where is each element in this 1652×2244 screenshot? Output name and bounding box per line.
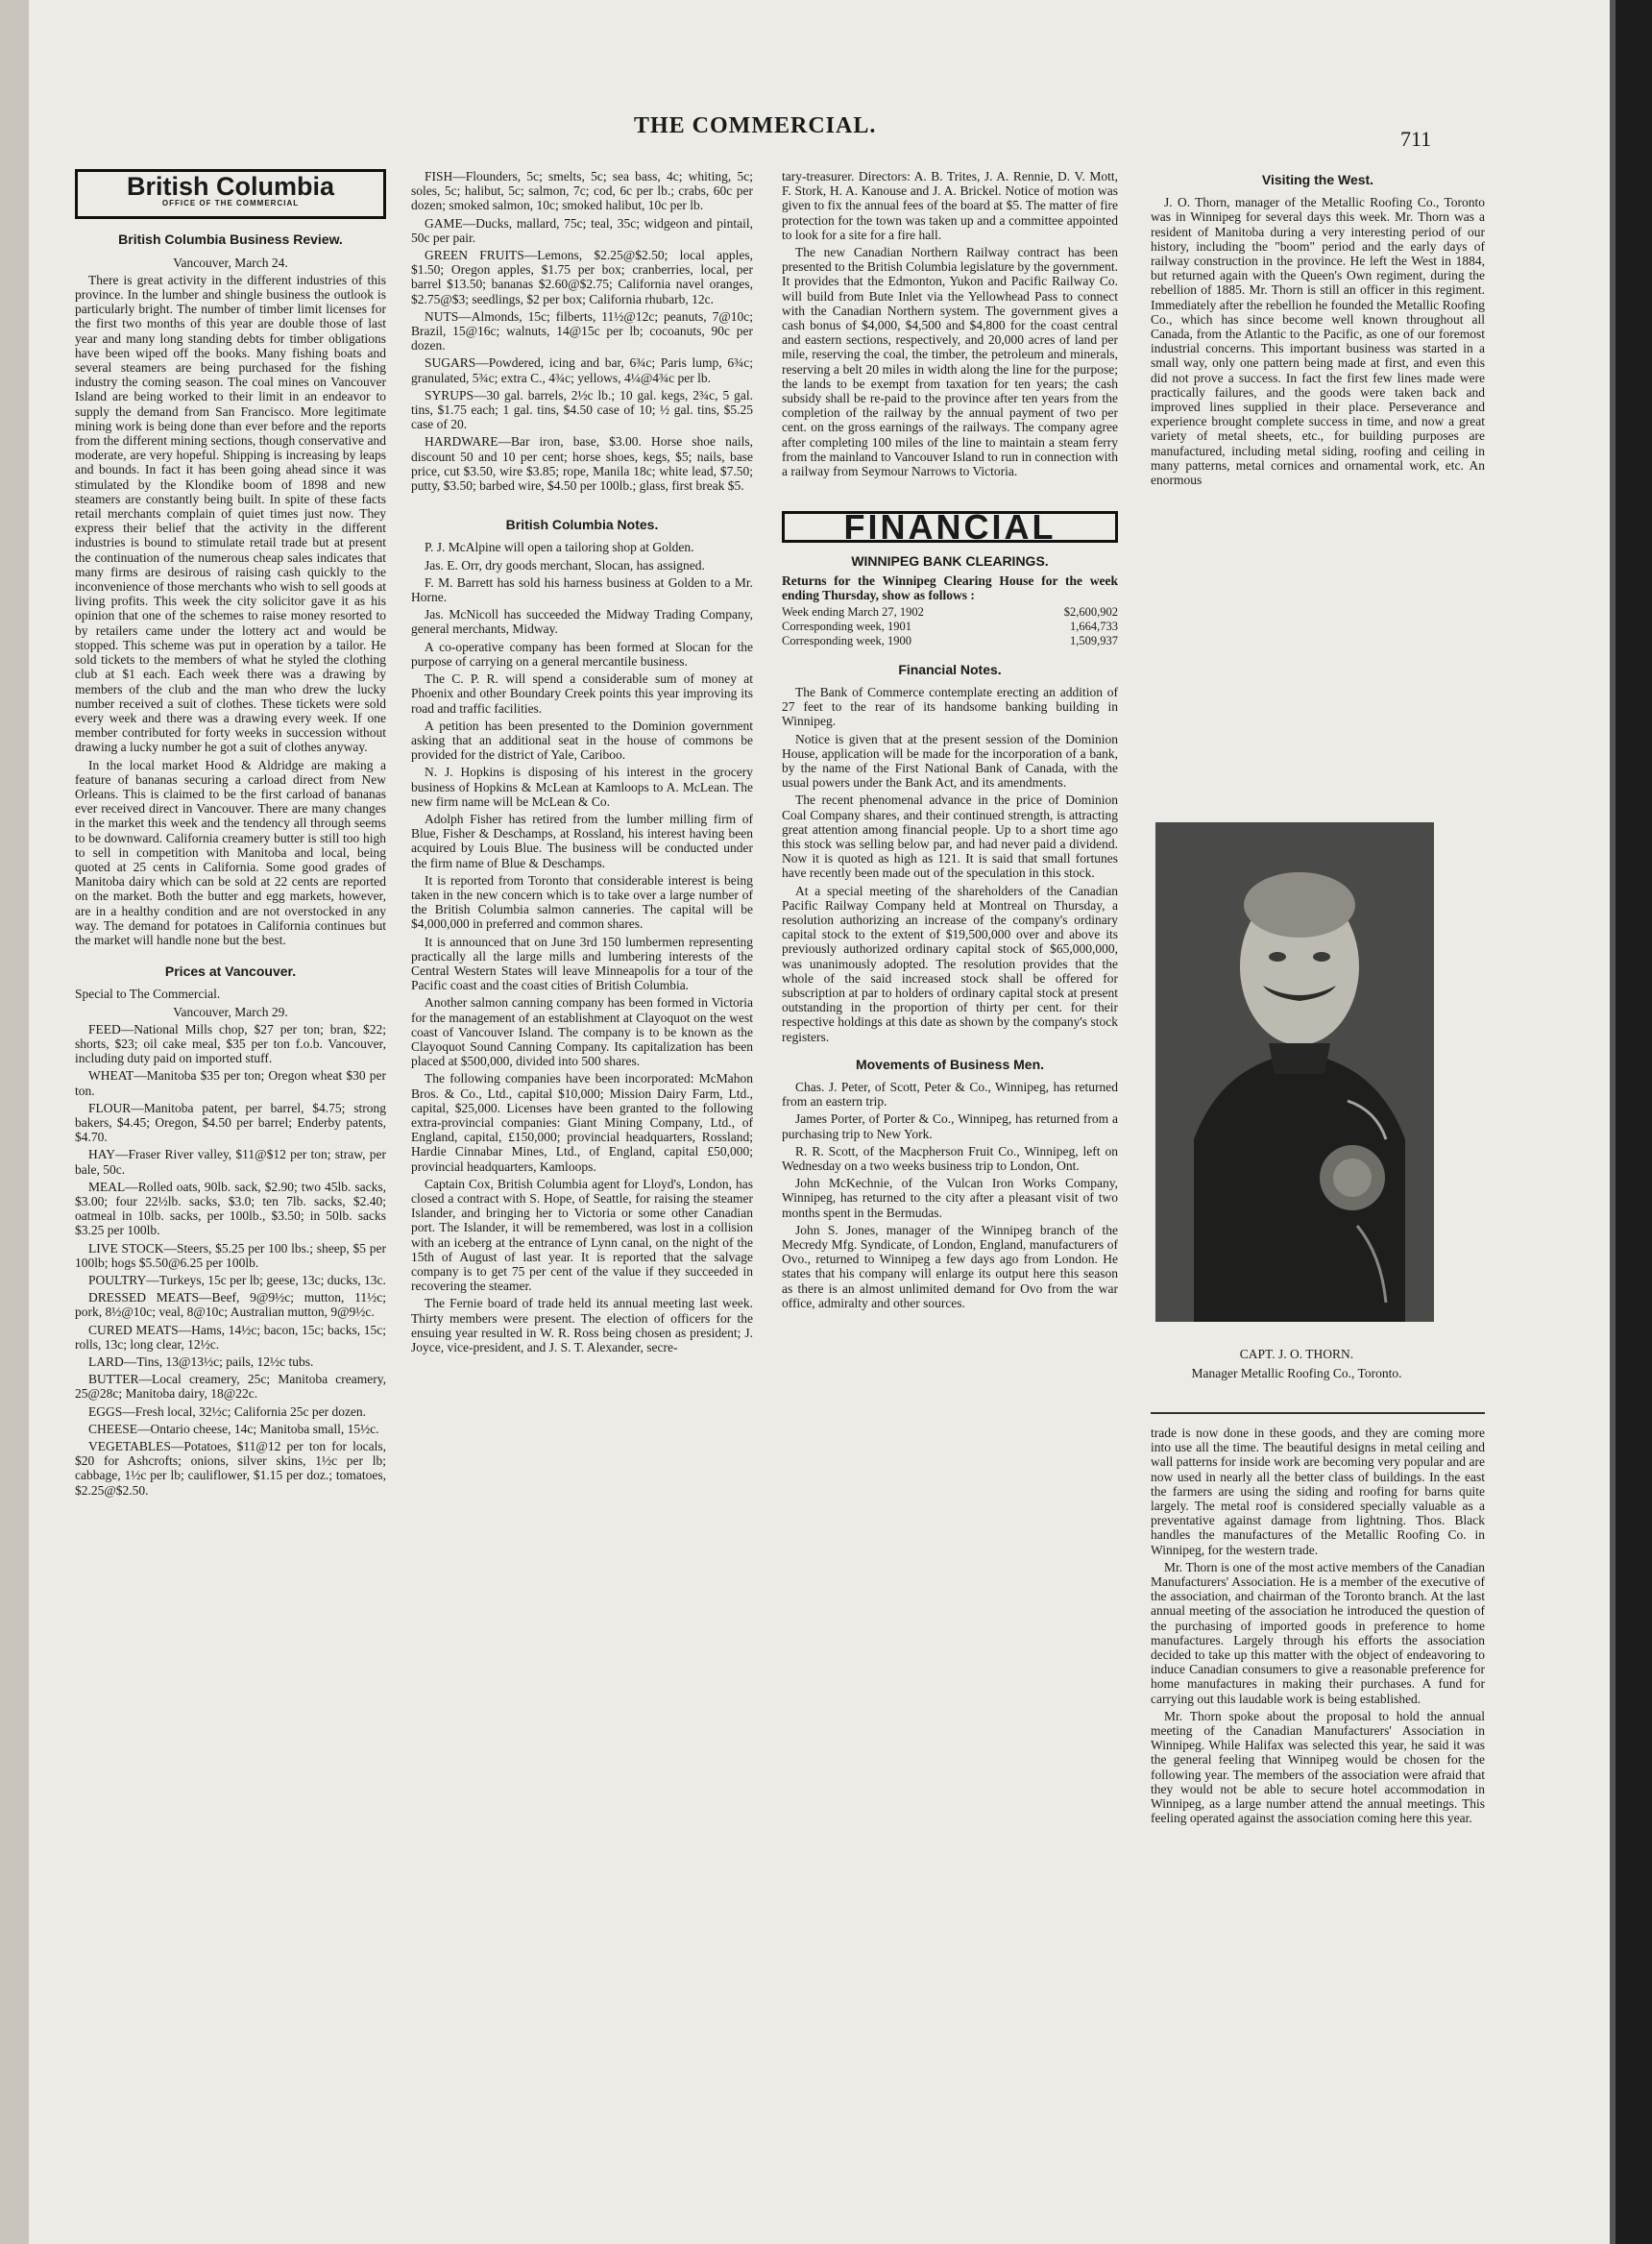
financial-note: At a special meeting of the shareholders of the Canadian Pacific Railway Company held at Montreal on Thursday, a resolution authorizing an increase of the company's ordinary capital stock to the extent of $19,500,000 over and above its previously authorized ordinary capital stock of $65,000,000, was unanimously adopted. The resolution provides that the whole of the said increased stock shall be offered for subscription at par to holders of ordinary capital stock at present outstanding in the proportion of thirty per cent. for their respective holdings at this date as shown by the company's stock registers. bbox=[782, 883, 1118, 1044]
clearings-row bbox=[782, 634, 1118, 648]
financial-banner: FINANCIAL bbox=[782, 511, 1118, 543]
financial-notes-heading: Financial Notes. bbox=[898, 661, 1002, 677]
prices-line: CURED MEATS—Hams, 14½c; bacon, 15c; backs, 15c; rolls, 13c; long clear, 12½c. bbox=[75, 1322, 386, 1352]
prices-line: CHEESE—Ontario cheese, 14c; Manitoba small, 15½c. bbox=[88, 1421, 379, 1436]
financial-note: The recent phenomenal advance in the price of Dominion Coal Company shares, and their continued strength, is attracting great attention among financial people. Up to a short time ago this stock was selling below par, and had never paid a dividend. Now it is quoted as high as 121. It is said that small fortunes have recently been made out of the speculation in this stock. bbox=[782, 793, 1118, 881]
movements-heading: Movements of Business Men. bbox=[855, 1056, 1045, 1072]
section-subtitle: OFFICE OF THE COMMERCIAL bbox=[161, 199, 300, 208]
note-paragraph: The following companies have been incorporated: McMahon Bros. & Co., Ltd., capital $10,000; Mission Dairy Farm, Ltd., capital, $25,000. Licenses have been granted to the following extra-provincial companies: Giant Mining Company, Ltd., of England, capital, £150,000; provincial headquarters, Rossland; Hardie Cinnabar Mines, Ltd., of England, capital £50,000; provincial headquarters, Kamloops. bbox=[411, 1071, 753, 1174]
note-paragraph: A co-operative company has been formed at Slocan for the purpose of carrying on a general mercantile business. bbox=[411, 639, 753, 669]
prices-line: NUTS—Almonds, 15c; filberts, 11½@12c; peanuts, 7@10c; Brazil, 15@16c; walnuts, 14@15c per lb; cocoanuts, 90c per dozen. bbox=[411, 308, 753, 354]
prices-line: SYRUPS—30 gal. barrels, 2½c lb.; 10 gal. kegs, 2¾c, 5 gal. tins, $1.75 each; 1 gal. tins, $4.50 case of 10; ½ gal. tins, $5.25 case of 20. bbox=[411, 387, 753, 432]
note-paragraph: N. J. Hopkins is disposing of his interest in the grocery business of Hopkins & McLean at Kamloops to A. McLean. The new firm name will be McLean & Co. bbox=[411, 765, 753, 809]
prices-line: MEAL—Rolled oats, 90lb. sack, $2.90; two 45lb. sacks, $3.00; four 22½lb. sacks, $3.0; ten 7lb. sacks, $2.40; oatmeal in 10lb. sacks, per 100lb., $3.50; in 50lb. sacks $3.25 per 100lb. bbox=[75, 1179, 386, 1238]
movement-note: Chas. J. Peter, of Scott, Peter & Co., Winnipeg, has returned from an eastern trip. bbox=[782, 1079, 1118, 1110]
prices-line: HARDWARE—Bar iron, base, $3.00. Horse shoe nails, discount 50 and 10 per cent; horse shoes, kegs, $5; nails, base price, cut $3.50, wire $3.85; rope, Manila 18c; white lead, $7.50; putty, $3.50; barbed wire, $4.50 per 100lb.; glass, first break $5. bbox=[411, 434, 753, 494]
movement-note: John S. Jones, manager of the Winnipeg branch of the Mecredy Mfg. Syndicate, of London, England, manufacturers of Ovo., returned to Winnipeg a few days ago from London. He states that his company will enlarge its output here this season as there is an almost unlimited demand for Ovo from the war office, admiralty and other sources. bbox=[782, 1222, 1118, 1310]
visiting-paragraph: J. O. Thorn, manager of the Metallic Roofing Co., Toronto was in Winnipeg for several days this week. Mr. Thorn was a resident of Manitoba during a very interesting period of our history, including the "boom" period and the early days of railway construction in the province. He left the West in 1884, but returned again with the Queen's Own regiment, during the rebellion of 1885. Mr. Thorn is still an officer in this regiment. Immediately after the rebellion he founded the Metallic Roofing Co., which has since become well known throughout all Canada, from the Atlantic to the Pacific, as one of our foremost industrial concerns. This important business was started in a small way, only one pattern being made at first, and even this did not prove a success. In fact the first few lines made were practically failures, and the goods were taken back and improved lines supplied in their place. Perseverance and experience brought complete success in time, and now a great variety of metal sheets, etc., for building purposes are manufactured, including metal siding, roofing and ceiling in many patterns, metal cornices and ornamental work, etc. An enormous bbox=[1151, 195, 1485, 488]
thorn-paragraph: trade is now done in these goods, and they are coming more into use all the time. The beautiful designs in metal ceiling and wall patterns for inside work are becoming very popular and are now used in nearly all the better class of buildings. In the east the farmers are using the siding and roofing for barns quite largely. The metal roof is considered specially valuable as a preventative against damage from lightning. Thos. Black handles the manufactures of the Metallic Roofing Co. in Winnipeg, for the western trade. bbox=[1151, 1426, 1485, 1557]
review-paragraph: In the local market Hood & Aldridge are making a feature of bananas securing a carload direct from New Orleans. This is claimed to be the first carload of bananas ever received direct in Vancouver. There are many changes in the market this week and the tendency all through seems to be downward. California creamery butter is still too high to sell in competition with Manitoba and local, being quoted at 25 cents in California. Some good grades of Manitoba dairy which can be sold at 22 cents are reported on the market. Both the butter and egg markets, however, are in a healthy condition and are not overstocked in any way. The demand for potatoes in California continues but the market will handle none but the best. bbox=[75, 757, 386, 947]
prices-line: DRESSED MEATS—Beef, 9@9½c; mutton, 11½c; pork, 8½@10c; veal, 8@10c; Australian mutton, 9@9½c. bbox=[75, 1290, 386, 1320]
column-4-top bbox=[1151, 169, 1485, 490]
clearings-row bbox=[782, 605, 1118, 620]
column-3 bbox=[782, 169, 1118, 1313]
british-columbia-box bbox=[75, 169, 386, 219]
prices-line: Special to The Commercial. bbox=[75, 987, 221, 1002]
note-paragraph: Jas. E. Orr, dry goods merchant, Slocan, has assigned. bbox=[425, 557, 705, 573]
clearings-intro: Returns for the Winnipeg Clearing House for the week ending Thursday, show as follows : bbox=[782, 573, 1118, 602]
caption-name: CAPT. J. O. THORN. bbox=[1239, 1347, 1354, 1361]
prices-line: SUGARS—Powdered, icing and bar, 6¾c; Paris lump, 6¾c; granulated, 5¾c; extra C., 4¾c; yellows, 4¼@4¾c per lb. bbox=[411, 355, 753, 385]
clearings-value: $2,600,902 bbox=[1063, 605, 1118, 620]
review-heading: British Columbia Business Review. bbox=[118, 232, 343, 248]
portrait-photo bbox=[1155, 822, 1434, 1322]
column-1 bbox=[75, 169, 386, 1500]
review-dateline: Vancouver, March 24. bbox=[173, 255, 288, 270]
clearings-label: Corresponding week, 1900 bbox=[782, 634, 912, 648]
bc-notes-heading: British Columbia Notes. bbox=[505, 517, 659, 533]
note-paragraph: Another salmon canning company has been formed in Victoria for the management of an establishment at Clayoquot on the west coast of Vancouver Island. The company is to be known as the Clayoquot Sound Canning Company. Its capitalization has been placed at $500,000, divided into 500 shares. bbox=[411, 995, 753, 1069]
note-paragraph: P. J. McAlpine will open a tailoring shop at Golden. bbox=[425, 540, 694, 555]
clearings-heading: WINNIPEG BANK CLEARINGS. bbox=[851, 553, 1049, 570]
prices-line: GAME—Ducks, mallard, 75c; teal, 35c; widgeon and pintail, 50c per pair. bbox=[411, 215, 753, 245]
prices-line: FISH—Flounders, 5c; smelts, 5c; sea bass, 4c; whiting, 5c; soles, 5c; halibut, 5c; salmon, 7c; cod, 6c per lb.; crabs, 60c per dozen; smoked salmon, 10c; smoked halibut, 10c per lb. bbox=[411, 169, 753, 213]
prices-line: Vancouver, March 29. bbox=[173, 1004, 288, 1019]
column-2 bbox=[411, 169, 753, 1357]
thorn-paragraph: Mr. Thorn spoke about the proposal to hold the annual meeting of the Canadian Manufacturers' Association in Winnipeg. While Halifax was selected this year, he said it was the general feeling that Winnipeg would be chosen for the following year. The members of the association were afraid that they would not be able to secure hotel accommodation in Winnipeg, as a large number attend the annual meetings. This feeling operated against the association coming here this year. bbox=[1151, 1708, 1485, 1826]
note-paragraph: F. M. Barrett has sold his harness business at Golden to a Mr. Horne. bbox=[411, 574, 753, 605]
note-paragraph: It is announced that on June 3rd 150 lumbermen representing practically all the large mills and lumbering interests of the Central Western States will leave Minneapolis for a tour of the Pacific coast and the coast cities of British Columbia. bbox=[411, 934, 753, 993]
prices-line: GREEN FRUITS—Lemons, $2.25@$2.50; local apples, $1.50; Oregon apples, $1.75 per box; cranberries, local, per barrel $13.50; bananas $2.60@$2.75; California navel oranges, $2.75@$3; seedlings, $2 per box; California rhubarb, 12c. bbox=[411, 248, 753, 306]
note-paragraph: A petition has been presented to the Dominion government asking that an additional seat in the house of commons be provided for the district of Yale, Cariboo. bbox=[411, 718, 753, 763]
article-paragraph: tary-treasurer. Directors: A. B. Trites, J. A. Rennie, D. V. Mott, F. Stork, H. A. Kanouse and J. A. Brickel. Notice of motion was given to fix the annual fees of the board at $5. The matter of fire protection for the town was taken up and a committee appointed to look for a site for a fire hall. bbox=[782, 169, 1118, 242]
clearings-label: Week ending March 27, 1902 bbox=[782, 605, 924, 620]
financial-note: The Bank of Commerce contemplate erecting an addition of 27 feet to the rear of its handsome banking building in Winnipeg. bbox=[782, 684, 1118, 729]
visiting-heading: Visiting the West. bbox=[1261, 172, 1374, 187]
note-paragraph: The C. P. R. will spend a considerable sum of money at Phoenix and other Boundary Creek points this year improving its road and traffic facilities. bbox=[411, 671, 753, 716]
review-paragraph: There is great activity in the different industries of this province. In the lumber and shingle business the outlook is particularly bright. The number of timber limit licenses for the first two months of this year are double those of last year and many long standing debts for timber obligations have been wiped off the books. Many fishing boats and several steamers are being purchased for the fishing industry the coming season. The coal mines on Vancouver Island are being worked to their limit in an endeavor to supply the demand from San Francisco. More legitimate mining work is being done than ever before and the reports from the different mining sections, though conservative and moderate, are very hopeful. Shipping is increasing by leaps and bounds. In fact it has been going ahead since it was stimulated by the Klondike boom of 1898 and new steamers are constantly being built. In spite of these facts retail merchants complain of quiet times just now. They express their belief that the activity in the different industries is bound to stimulate retail trade but at present the continuation of the numerous cheap sales indicates that many firms are desirous of raising cash quickly to the inconvenience of those merchants who wish to sell goods at living profits. This week the city solicitor gave it as his opinion that one of the schemes to raise money resorted to by retailers came under the lottery act and would be stopped. This scheme was put in operation by a tailor. He sold tickets to the members of what he styled the clothing club at $1 each. Each week there was a drawing by members of the club and the man who drew the lucky number received a suit of clothes. These tickets were sold every week and there was a drawing every week. If one member contributed for forty weeks in succession without drawing a lucky number he got a suit of clothes anyway. bbox=[75, 272, 386, 755]
clearings-value: 1,509,937 bbox=[1070, 634, 1118, 648]
clearings-value: 1,664,733 bbox=[1070, 620, 1118, 634]
movement-note: John McKechnie, of the Vulcan Iron Works Company, Winnipeg, has returned to the city after a pleasant visit of two months spent in the Bermudas. bbox=[782, 1176, 1118, 1220]
prices-line: LARD—Tins, 13@13½c; pails, 12½c tubs. bbox=[88, 1354, 314, 1370]
clearings-label: Corresponding week, 1901 bbox=[782, 620, 912, 634]
note-paragraph: Jas. McNicoll has succeeded the Midway Trading Company, general merchants, Midway. bbox=[411, 607, 753, 637]
running-head: THE COMMERCIAL. bbox=[634, 113, 877, 138]
left-page-edge bbox=[0, 0, 29, 2244]
note-paragraph: The Fernie board of trade held its annual meeting last week. Thirty members were present. The election of officers for the ensuing year resulted in W. R. Ross being chosen as president; J. Joyce, vice-president, and J. S. T. Alexander, secre- bbox=[411, 1296, 753, 1355]
page-number: 711 bbox=[1400, 127, 1432, 151]
prices-line: BUTTER—Local creamery, 25c; Manitoba creamery, 25@28c; Manitoba dairy, 18@22c. bbox=[75, 1372, 386, 1402]
column-4-bottom bbox=[1151, 1412, 1485, 1828]
article-paragraph: The new Canadian Northern Railway contract has been presented to the British Columbia legislature by the government. It provides that the Edmonton, Yukon and Pacific Railway Co. will build from Bute Inlet via the Yellowhead Pass to connect with the Canadian Northern system. The government gives a cash bonus of $4,000, $4,500 and $4,800 for the coast central and eastern sections, respectively, and 20,000 acres of land per mile, reserving the coal, the timber, the petroleum and minerals, reserving a belt 20 miles in width along the line for the purpose; the lands to be exempt from taxation for ten years; the cash subsidy shall be re-paid to the province after ten years from the completion of the railway by the annual payment of two per cent. on the gross earnings of the railways. The company agree after completing 100 miles of the line to maintain a steam ferry from the mainland to Vancouver Island to run in connection with a railway from Seymour Narrows to Victoria. bbox=[782, 245, 1118, 479]
prices-line: VEGETABLES—Potatoes, $11@12 per ton for locals, $20 for Ashcrofts; onions, silver skins, 1½c per lb; cabbage, 1½c per lb; cauliflower, $1.15 per doz.; tomatoes, $2.25@$2.50. bbox=[75, 1439, 386, 1498]
thorn-paragraph: Mr. Thorn is one of the most active members of the Canadian Manufacturers' Association. He is a member of the executive of the association, and chairman of the Toronto branch. At the last annual meeting of the association he introduced the question of the purchasing of imported goods in preference to home manufactures. Largely through his efforts the association decided to take up this matter with the object of endeavoring to induce Canadian consumers to give a reasonable preference for home manufactures in making their purchases. A fund for carrying out this laudable work is being established. bbox=[1151, 1559, 1485, 1706]
prices-heading: Prices at Vancouver. bbox=[164, 963, 297, 980]
section-rule bbox=[1151, 1412, 1485, 1414]
prices-line: LIVE STOCK—Steers, $5.25 per 100 lbs.; sheep, $5 per 100lb; hogs $5.50@6.25 per 100lb. bbox=[75, 1240, 386, 1270]
portrait-caption bbox=[1153, 1345, 1441, 1383]
clearings-row bbox=[782, 620, 1118, 634]
prices-line: FEED—National Mills chop, $27 per ton; bran, $22; shorts, $23; oil cake meal, $35 per ton f.o.b. Vancouver, including duty paid on imported stuff. bbox=[75, 1021, 386, 1066]
prices-line: FLOUR—Manitoba patent, per barrel, $4.75; strong bakers, $4.45; Oregon, $4.50 per barrel; Enderby patents, $4.70. bbox=[75, 1100, 386, 1145]
financial-note: Notice is given that at the present session of the Dominion House, application will be made for the incorporation of a bank, by the name of the First National Bank of Canada, with the usual powers under the Bank Act, and its amendments. bbox=[782, 731, 1118, 791]
prices-line: EGGS—Fresh local, 32½c; California 25c per dozen. bbox=[88, 1403, 367, 1419]
prices-line: POULTRY—Turkeys, 15c per lb; geese, 13c; ducks, 13c. bbox=[88, 1273, 386, 1288]
note-paragraph: It is reported from Toronto that considerable interest is being taken in the new concern which is to take over a large number of the British Columbia salmon canneries. The capital will be $4,000,000 in preferred and common shares. bbox=[411, 872, 753, 932]
portrait-image bbox=[1155, 822, 1434, 1322]
section-title: British Columbia bbox=[126, 172, 334, 201]
prices-line: HAY—Fraser River valley, $11@$12 per ton; straw, per bale, 50c. bbox=[75, 1147, 386, 1177]
note-paragraph: Adolph Fisher has retired from the lumber milling firm of Blue, Fisher & Deschamps, at Rossland, his interest having been acquired by Louis Blue. The business will be conducted under the firm name of Blue & Deschamps. bbox=[411, 811, 753, 870]
prices-line: WHEAT—Manitoba $35 per ton; Oregon wheat $30 per ton. bbox=[75, 1068, 386, 1098]
movement-note: James Porter, of Porter & Co., Winnipeg, has returned from a purchasing trip to New York. bbox=[782, 1111, 1118, 1141]
binding-edge bbox=[1616, 0, 1652, 2244]
movement-note: R. R. Scott, of the Macpherson Fruit Co., Winnipeg, left on Wednesday on a two weeks business trip to London, Ont. bbox=[782, 1143, 1118, 1173]
note-paragraph: Captain Cox, British Columbia agent for Lloyd's, London, has closed a contract with S. Hope, of Seattle, for raising the steamer Islander, and bringing her to Victoria or some other Canadian port. The Islander, it will be remembered, was lost in a collision with an iceberg at the entrance of Lynn canal, on the night of the 15th of August of last year. It is reported that the salvage company is to get 75 per cent of the value if they succeeded in recovering the steamer. bbox=[411, 1176, 753, 1294]
caption-title: Manager Metallic Roofing Co., Toronto. bbox=[1191, 1366, 1402, 1380]
